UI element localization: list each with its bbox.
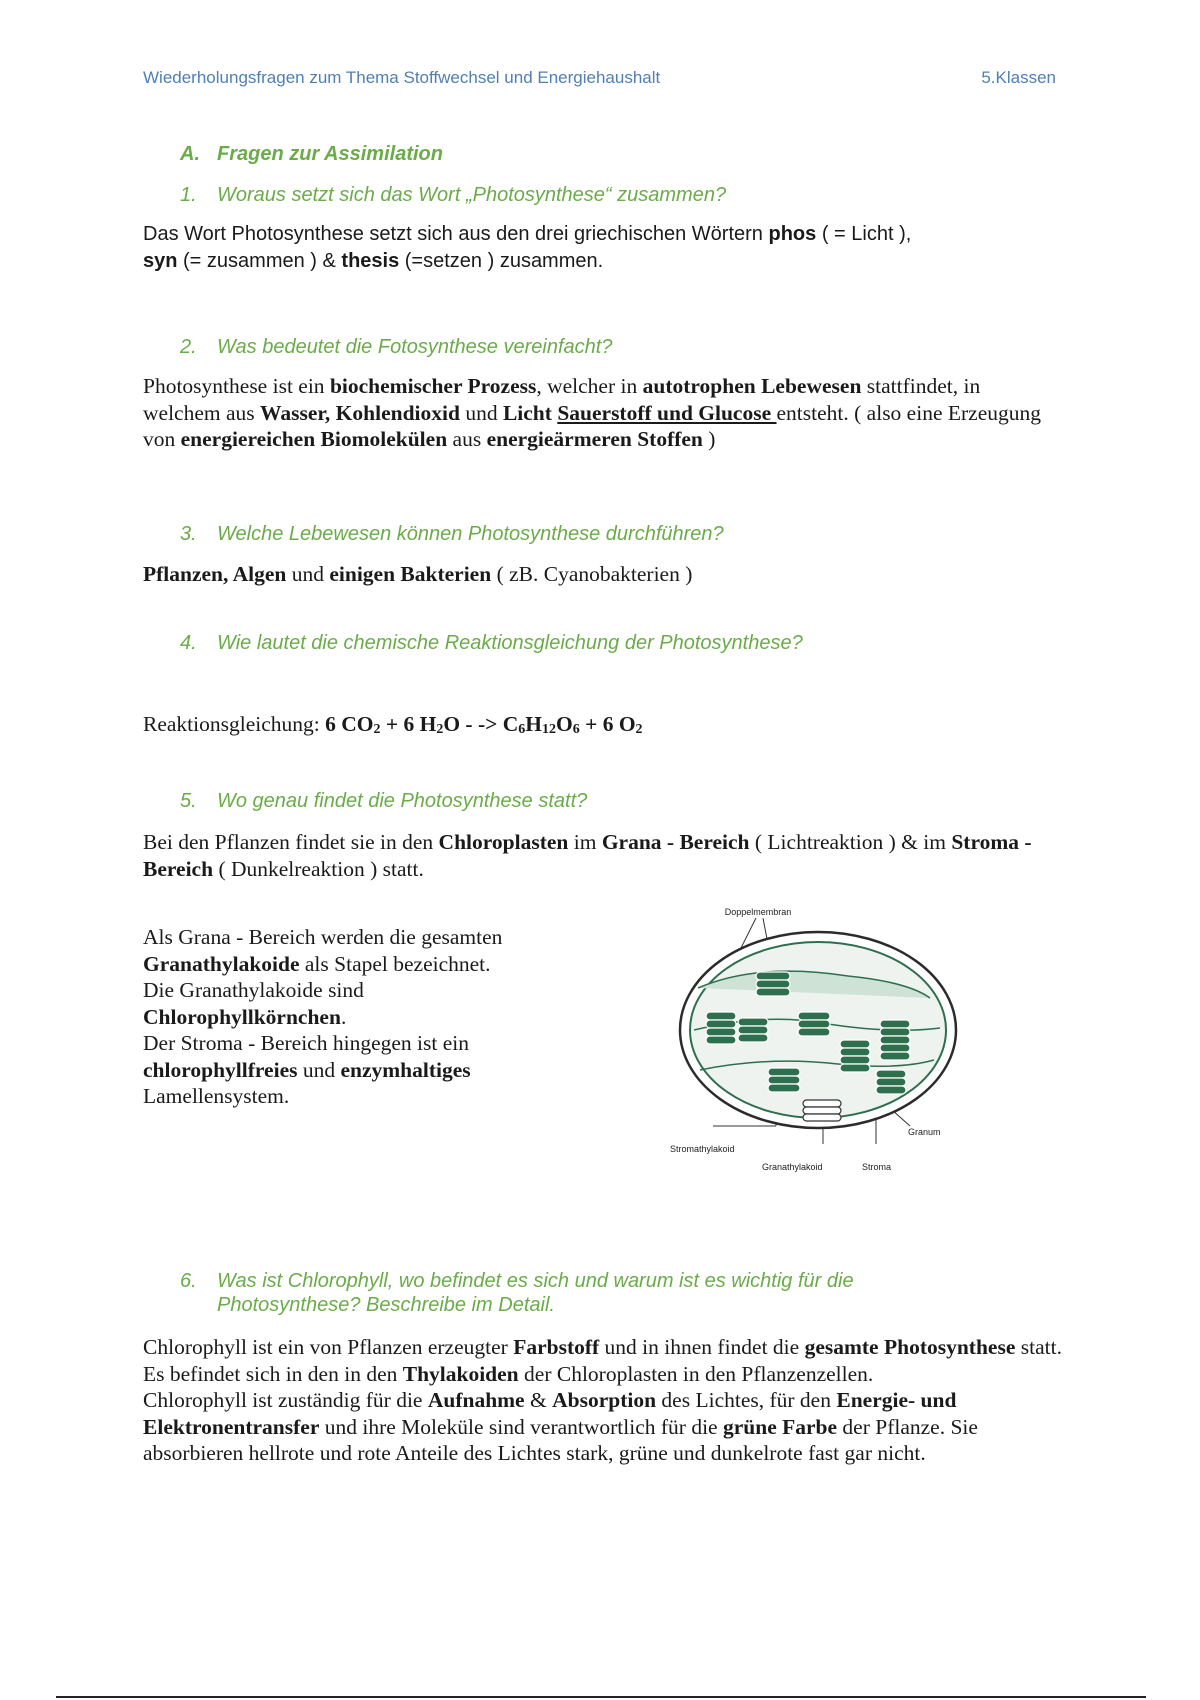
- answer-2-part: Photosynthese ist ein: [143, 374, 330, 398]
- bottom-granum: [803, 1100, 841, 1121]
- answer-2-bold: autotrophen Lebewesen: [642, 374, 862, 398]
- question-6-text: [217, 1269, 1000, 1317]
- granum: [756, 972, 790, 996]
- answer-1-term-thesis: thesis: [341, 250, 400, 272]
- grana-text-part: Die Granathylakoide sind: [143, 978, 364, 1002]
- question-2-number: 2.: [180, 336, 197, 358]
- answer-6-part: Chlorophyll ist zuständig für die: [143, 1388, 428, 1412]
- answer-1-part: Das Wort Photosynthese setzt sich aus den drei griechischen Wörtern: [143, 223, 769, 245]
- equation-label: Reaktionsgleichung:: [143, 712, 326, 736]
- granum: [706, 1012, 736, 1044]
- grana-text-part: und: [297, 1057, 341, 1082]
- section-letter: A.: [180, 143, 200, 165]
- grana-text-part: .: [340, 1004, 347, 1029]
- question-1: [180, 183, 1000, 207]
- granum: [738, 1018, 768, 1042]
- question-3-text: Welche Lebewesen können Photosynthese durchführen?: [217, 523, 724, 545]
- answer-6-bold: Absorption: [552, 1388, 657, 1412]
- answer-6-bold: Thylakoiden: [402, 1361, 519, 1386]
- answer-6-part: des Lichtes, für den: [656, 1388, 837, 1412]
- header-title: Wiederholungsfragen zum Thema Stoffwechsel und Energiehaushalt: [143, 68, 661, 87]
- answer-2-part: und: [459, 400, 503, 425]
- granum: [840, 1040, 870, 1072]
- answer-2-bold: energieärmeren Stoffen: [486, 427, 703, 451]
- granum: [876, 1070, 906, 1094]
- page-header: [143, 68, 1056, 88]
- answer-6-part: &: [524, 1388, 553, 1412]
- question-6-number: 6.: [180, 1270, 197, 1292]
- answer-2-underlined: Sauerstoff und Glucose: [557, 400, 777, 425]
- answer-2-bold: biochemischer Prozess: [329, 374, 537, 398]
- answer-3-part: und: [286, 562, 330, 586]
- answer-5-bold: Stroma - Bereich: [143, 830, 1032, 881]
- answer-2: [143, 373, 1063, 453]
- answer-1-part: (= zusammen ) &: [177, 250, 342, 272]
- answer-5-bold: Grana - Bereich: [601, 830, 750, 854]
- grana-text-part: als Stapel bezeichnet.: [299, 951, 491, 976]
- question-4: [180, 631, 1000, 655]
- answer-6-part: der Pflanze. Sie absorbieren hellrote und rote Anteile des Lichtes stark, grüne und dunkelrote fast gar nicht.: [143, 1414, 978, 1465]
- bottom-rule: [56, 1696, 1146, 1698]
- answer-1-part: ( = Licht ),: [816, 223, 912, 245]
- label-stroma: Stroma: [862, 1162, 892, 1172]
- grana-text-bold: enzymhaltiges: [340, 1057, 471, 1082]
- equation-subscript: 6: [518, 722, 526, 738]
- answer-1-term-phos: phos: [768, 223, 817, 245]
- answer-3-bold: einigen Bakterien: [329, 562, 492, 586]
- answer-2-part: , welcher in: [536, 374, 643, 398]
- section-title: Fragen zur Assimilation: [217, 143, 443, 165]
- question-5-number: 5.: [180, 790, 197, 812]
- equation-part: + 6 H: [380, 712, 437, 736]
- answer-2-bold: Wasser, Kohlendioxid: [260, 400, 460, 425]
- answer-6-bold: Aufnahme: [427, 1388, 525, 1412]
- equation-subscript: 2: [436, 722, 444, 738]
- question-6: [180, 1269, 1000, 1317]
- question-6-line: Photosynthese? Beschreibe im Detail.: [217, 1294, 555, 1316]
- answer-2-part: stattfindet, in welchem aus: [143, 374, 981, 425]
- answer-6-bold: gesamte Photosynthese: [804, 1335, 1016, 1359]
- answer-5-part: ( Lichtreaktion ) & im: [749, 830, 952, 854]
- answer-5-part: ( Dunkelreaktion ) statt.: [213, 856, 424, 881]
- question-5-text: Wo genau findet die Photosynthese statt?: [217, 790, 588, 812]
- answer-2-part: entsteht. ( also eine Erzeugung von: [143, 400, 1041, 451]
- equation-subscript: 2: [373, 722, 381, 738]
- answer-2-part: aus: [447, 427, 487, 451]
- question-6-line: Was ist Chlorophyll, wo befindet es sich und warum ist es wichtig für die: [217, 1270, 854, 1292]
- answer-2-bold: Licht: [502, 400, 552, 425]
- answer-5-part: Bei den Pflanzen findet sie in den: [143, 830, 439, 854]
- question-3: [180, 522, 1000, 546]
- grana-text-part: Als Grana - Bereich werden die gesamten: [143, 925, 503, 949]
- question-4-text: Wie lautet die chemische Reaktionsgleichung der Photosynthese?: [217, 632, 803, 654]
- question-5: [180, 789, 1000, 813]
- equation-subscript: 12: [542, 722, 556, 738]
- grana-text-bold: chlorophyllfreies: [143, 1057, 298, 1082]
- answer-5-part: im: [568, 830, 602, 854]
- answer-1-part: (=setzen ) zusammen.: [399, 250, 604, 272]
- equation-subscript: 2: [635, 722, 643, 738]
- equation: [325, 712, 642, 736]
- answer-2-bold: energiereichen Biomolekülen: [180, 427, 448, 451]
- grana-text-part: Der Stroma - Bereich hingegen ist ein: [143, 1031, 469, 1055]
- granum: [768, 1068, 800, 1092]
- question-1-text: Woraus setzt sich das Wort „Photosynthese“ zusammen?: [217, 184, 727, 206]
- question-4-number: 4.: [180, 632, 197, 654]
- question-1-number: 1.: [180, 184, 197, 206]
- answer-6-part: statt. Es befindet sich in den in den: [143, 1335, 1062, 1386]
- label-granum: Granum: [908, 1127, 941, 1137]
- grana-text-bold: Chlorophyllkörnchen: [143, 1004, 341, 1029]
- grana-text-part: Lamellensystem.: [143, 1084, 290, 1108]
- answer-3: [143, 561, 1063, 588]
- grana-text-bold: Granathylakoide: [143, 951, 300, 976]
- answer-2-part: ): [702, 427, 716, 451]
- equation-part: O - -> C: [443, 712, 519, 736]
- granum: [880, 1020, 910, 1060]
- answer-3-bold: Pflanzen, Algen: [143, 562, 287, 586]
- answer-6-bold: grüne Farbe: [722, 1414, 838, 1439]
- label-doppelmembran: Doppelmembran: [724, 907, 792, 917]
- answer-5-grana-text: [143, 924, 583, 1110]
- answer-5: [143, 829, 1063, 882]
- answer-6-part: Chlorophyll ist ein von Pflanzen erzeugter: [143, 1335, 514, 1359]
- label-stromathylakoid: Stromathylakoid: [670, 1144, 735, 1154]
- equation-subscript: 6: [572, 722, 580, 738]
- answer-3-part: ( zB. Cyanobakterien ): [491, 562, 693, 586]
- section-heading: [180, 142, 1000, 166]
- equation-part: O: [555, 712, 573, 736]
- answer-6-bold: Energie- und Elektronentransfer: [143, 1388, 957, 1439]
- question-3-number: 3.: [180, 523, 197, 545]
- equation-part: H: [525, 712, 542, 736]
- chloroplast-illustration: [668, 900, 958, 1200]
- question-2-text: Was bedeutet die Fotosynthese vereinfacht?: [217, 336, 613, 358]
- question-2: [180, 335, 1000, 359]
- answer-6-part: und ihre Moleküle sind verantwortlich für die: [319, 1414, 723, 1439]
- answer-5-bold: Chloroplasten: [438, 830, 569, 854]
- header-class-label: 5.Klassen: [981, 68, 1056, 87]
- answer-6-part: und in ihnen findet die: [599, 1335, 805, 1359]
- answer-6-bold: Farbstoff: [513, 1335, 600, 1359]
- answer-6-part: der Chloroplasten in den Pflanzenzellen.: [518, 1361, 874, 1386]
- chloroplast-diagram: [668, 900, 958, 1200]
- equation-part: + 6 O: [579, 712, 636, 736]
- answer-6: [143, 1334, 1063, 1467]
- answer-4-equation: [143, 711, 1063, 744]
- granum: [798, 1012, 830, 1036]
- answer-1: [143, 221, 1063, 275]
- equation-part: 6 CO: [325, 712, 374, 736]
- label-granathylakoid: Granathylakoid: [762, 1162, 823, 1172]
- answer-1-term-syn: syn: [143, 250, 178, 272]
